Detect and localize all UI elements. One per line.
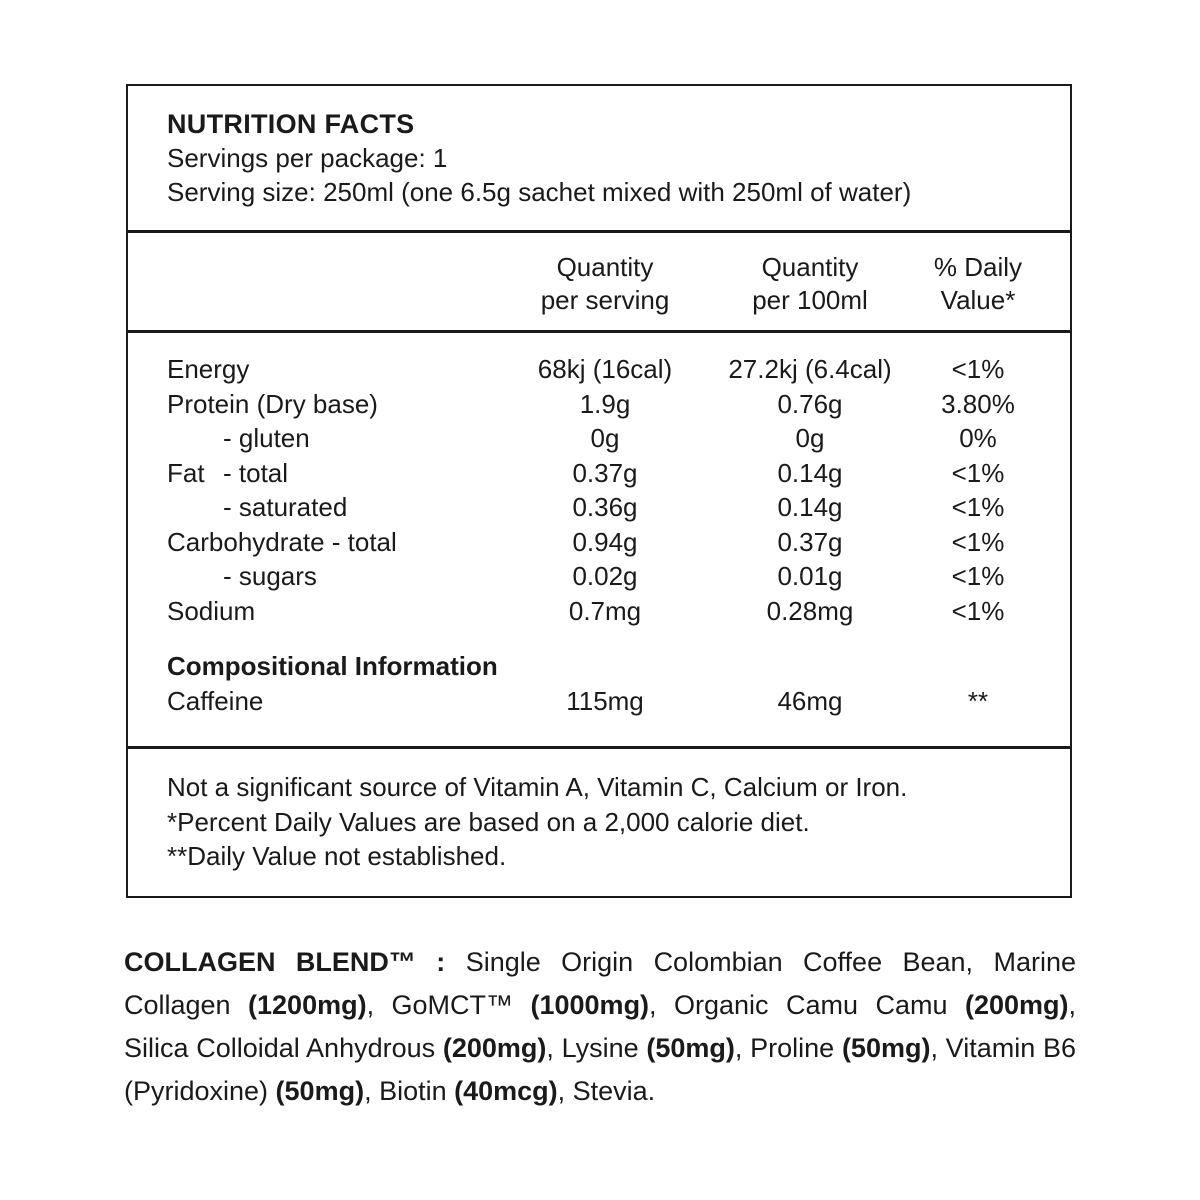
blend-segment: , Biotin [364,1076,455,1106]
blend-segment: (200mg) [964,990,1069,1020]
blend-segment: (1000mg) [530,990,650,1020]
row-label [167,421,515,456]
row-label [167,525,515,560]
row-sub-label: - saturated [223,492,348,522]
table-row-energy [167,352,1031,387]
footnote-significant-source: Not a significant source of Vitamin A, Vitamin C, Calcium or Iron. [167,772,908,802]
serving-size-line: Serving size: 250ml (one 6.5g sachet mixed with 250ml of water) [167,177,912,207]
value-per-serving: 0.36g [572,492,638,522]
blend-segment: COLLAGEN BLEND™ : [124,947,466,977]
table-row-sodium [167,594,1031,629]
blend-segment: , Stevia. [557,1076,656,1106]
servings-per-package-line: Servings per package: 1 [167,143,448,173]
blend-segment: (50mg) [275,1076,365,1106]
row-name: Protein (Dry base) [167,388,378,419]
blend-segment: (1200mg) [248,990,367,1020]
table-row-saturated-fat [167,490,1031,525]
value-per-100ml: 0.28mg [766,595,854,626]
row-label [167,490,515,525]
panel-header-section [128,86,1070,233]
blend-segment: , Organic Camu Camu [649,990,965,1020]
row-name: Carbohydrate - total [167,526,397,557]
value-daily-value: <1% [951,492,1005,522]
footnote-percent-daily-values: *Percent Daily Values are based on a 2,000 calorie diet. [167,806,810,837]
value-per-100ml: 0.76g [777,388,843,419]
value-per-serving: 68kj (16cal) [537,354,673,384]
blend-segment: , Proline [734,1033,842,1063]
nutrition-facts-title: NUTRITION FACTS [167,109,415,139]
table-row-fat-total [167,456,1031,491]
blend-segment: (50mg) [646,1033,735,1063]
col-header-line: per 100ml [752,284,868,315]
col-header-quantity-per-100ml [695,251,925,317]
value-per-serving: 0.7mg [568,595,642,626]
collagen-blend-paragraph [124,941,1076,1113]
value-per-serving: 0.02g [572,561,638,591]
value-daily-value: 3.80% [941,388,1015,419]
value-daily-value: <1% [951,457,1005,488]
value-per-serving: 1.9g [579,388,631,419]
col-header-line: Quantity [556,251,654,282]
col-header-line: Quantity [761,251,859,282]
table-row-caffeine [167,684,1031,719]
value-daily-value: ** [967,685,989,716]
value-per-serving: 0.94g [572,526,638,557]
blend-segment: , Silica Colloidal Anhydrous [124,990,1076,1063]
row-sub-label: - gluten [223,423,310,453]
table-row-carbohydrate [167,525,1031,560]
col-header-quantity-per-serving [515,251,695,317]
blend-segment: (50mg) [841,1033,931,1063]
nutrient-table-section [128,333,1070,749]
blend-segment: (200mg) [442,1033,547,1063]
value-per-100ml: 0.14g [777,492,843,522]
value-daily-value: <1% [951,354,1005,384]
row-label [167,559,515,594]
row-name: Energy [167,354,250,384]
row-label [167,456,515,491]
blend-segment: , GoMCT™ [366,990,531,1020]
value-per-100ml: 0.14g [777,457,843,488]
table-row-sugars [167,559,1031,594]
value-per-100ml: 27.2kj (6.4cal) [728,354,892,384]
blend-segment: Single Origin Colombian Coffee Bean, Marine Collagen [124,947,1076,1020]
value-per-100ml: 46mg [777,685,843,716]
col-header-line: per serving [540,284,670,315]
row-label [167,594,515,629]
compositional-information-heading: Compositional Information [167,651,498,681]
blend-segment: , Lysine [546,1033,647,1063]
value-per-100ml: 0.01g [777,561,843,591]
value-daily-value: 0% [959,423,997,453]
row-label [167,387,515,422]
nutrition-facts-panel [126,84,1072,898]
value-per-100ml: 0.37g [777,526,843,557]
footnotes-section [128,749,1070,874]
column-headers-row [128,233,1070,333]
value-daily-value: <1% [951,561,1005,591]
row-label [167,684,515,719]
col-header-line: Value* [940,284,1016,315]
row-sub-label: - sugars [223,561,317,591]
col-header-line: % Daily [933,251,1023,282]
row-name: Fat [167,457,205,488]
row-sub-label: - total [223,457,289,488]
table-row-gluten [167,421,1031,456]
row-name: Sodium [167,595,256,626]
value-per-serving: 0.37g [572,457,638,488]
row-label [167,352,515,387]
col-header-daily-value [925,251,1031,317]
footnote-daily-value-not-established: **Daily Value not established. [167,841,507,871]
value-per-100ml: 0g [795,423,825,453]
value-per-serving: 115mg [566,685,644,716]
value-daily-value: <1% [951,595,1005,626]
value-per-serving: 0g [590,423,620,453]
table-row-protein [167,387,1031,422]
row-name: Caffeine [167,685,264,716]
blend-segment: , Vitamin B6 (Pyridoxine) [124,1033,1076,1106]
blend-segment: (40mcg) [454,1076,558,1106]
value-daily-value: <1% [951,526,1005,557]
